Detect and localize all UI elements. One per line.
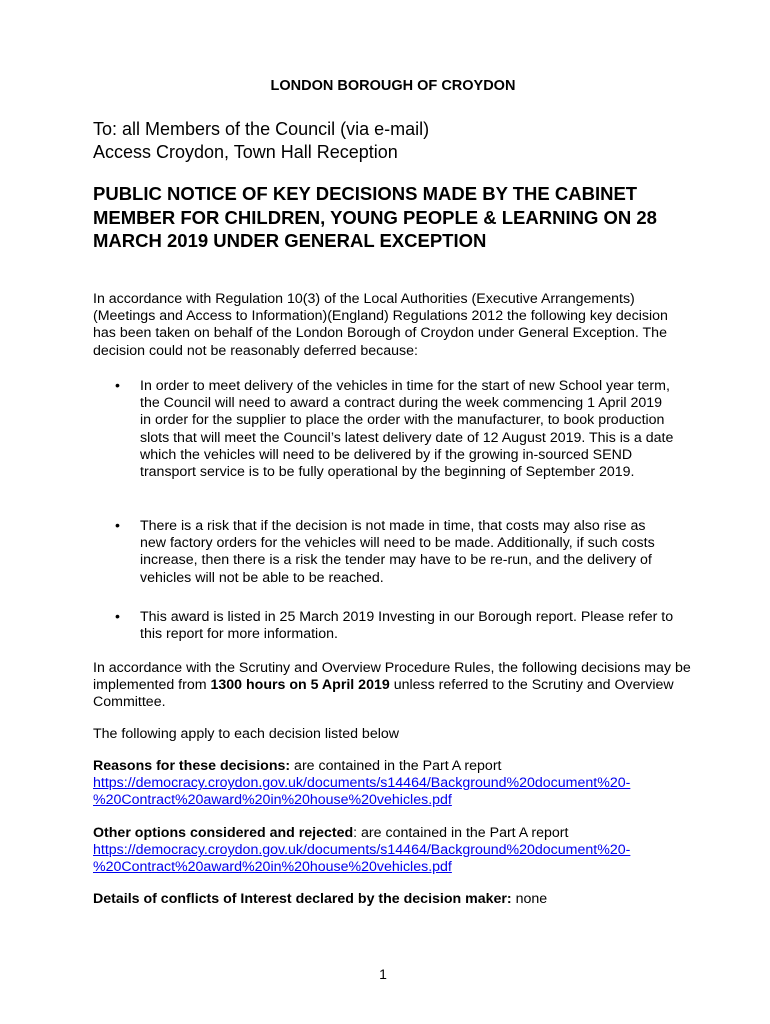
implementation-time: 1300 hours on 5 April 2019 xyxy=(210,677,390,694)
page-number: 1 xyxy=(379,966,387,982)
conflicts-label: Details of conflicts of Interest declared by the decision maker: xyxy=(93,891,512,907)
conflicts-paragraph xyxy=(93,891,693,908)
other-options-link-line-2: %20Contract%20award%20in%20house%20vehicles.pdf xyxy=(93,859,452,876)
bullet-dot-icon: • xyxy=(115,378,120,394)
reasons-paragraph xyxy=(93,758,693,810)
reasons-report-link[interactable] xyxy=(93,775,630,808)
bullet-text: This award is listed in 25 March 2019 Investing in our Borough report. Please refer to this report for more information. xyxy=(140,609,674,643)
reasons-link-line-2: %20Contract%20award%20in%20house%20vehicles.pdf xyxy=(93,792,452,809)
bullet-dot-icon: • xyxy=(115,518,120,534)
reasons-label: Reasons for these decisions: xyxy=(93,758,291,774)
reasons-link-line-1: https://democracy.croydon.gov.uk/documents/s14464/Background%20document%20- xyxy=(93,775,631,792)
bullet-text: In order to meet delivery of the vehicles in time for the start of new School year term, the Council will need to award a contract during the week commencing 1 April 2019 in order for the supplier to place the order with the manufacturer, to book production slots that will meet the Council’s latest delivery date of 12 August 2019. This is a date which the vehicles will need to be delivered by if the growing in-sourced SEND transport service is to be fully operational by the beginning of September 2019. xyxy=(140,378,674,481)
bullet-text: There is a risk that if the decision is not made in time, that costs may also rise as new factory orders for the vehicles will need to be made. Additionally, if such costs increase, then there is a risk the tender may have to be re-run, and the delivery of vehicles will not be able to be reached. xyxy=(140,518,655,586)
bullet-dot-icon: • xyxy=(115,609,120,625)
other-options-text: : are contained in the Part A report xyxy=(353,825,569,841)
other-options-link-line-1: https://democracy.croydon.gov.uk/documents/s14464/Background%20document%20- xyxy=(93,842,631,859)
reasons-text: are contained in the Part A report xyxy=(290,758,502,774)
scrutiny-text-before: In accordance with the Scrutiny and Overview Procedure Rules, the following decisions may be implemented from xyxy=(93,660,691,694)
other-options-paragraph xyxy=(93,825,693,877)
scrutiny-text-after: unless referred to the Scrutiny and Overview Committee. xyxy=(93,677,674,711)
scrutiny-paragraph xyxy=(93,660,693,712)
recipients-line-1: To: all Members of the Council (via e-mail) xyxy=(93,119,430,139)
apply-paragraph: The following apply to each decision listed below xyxy=(93,726,400,742)
notice-title: PUBLIC NOTICE OF KEY DECISIONS MADE BY THE CABINET MEMBER FOR CHILDREN, YOUNG PEOPLE & LEARNING ON 28 MARCH 2019 UNDER GENERAL EXCEPTION xyxy=(93,183,657,251)
conflicts-text: none xyxy=(511,891,548,907)
recipients-line-2: Access Croydon, Town Hall Reception xyxy=(93,142,398,162)
intro-paragraph: In accordance with Regulation 10(3) of the Local Authorities (Executive Arrangements)(Meetings and Access to Information)(England) Regulations 2012 the following key decision has been taken on behalf of the London Borough of Croydon under General Exception. The decision could not be reasonably deferred because: xyxy=(93,291,668,359)
recipients-block xyxy=(93,118,429,164)
other-options-label: Other options considered and rejected xyxy=(93,825,354,841)
other-options-report-link[interactable] xyxy=(93,842,630,875)
organisation-heading: LONDON BOROUGH OF CROYDON xyxy=(270,78,516,94)
